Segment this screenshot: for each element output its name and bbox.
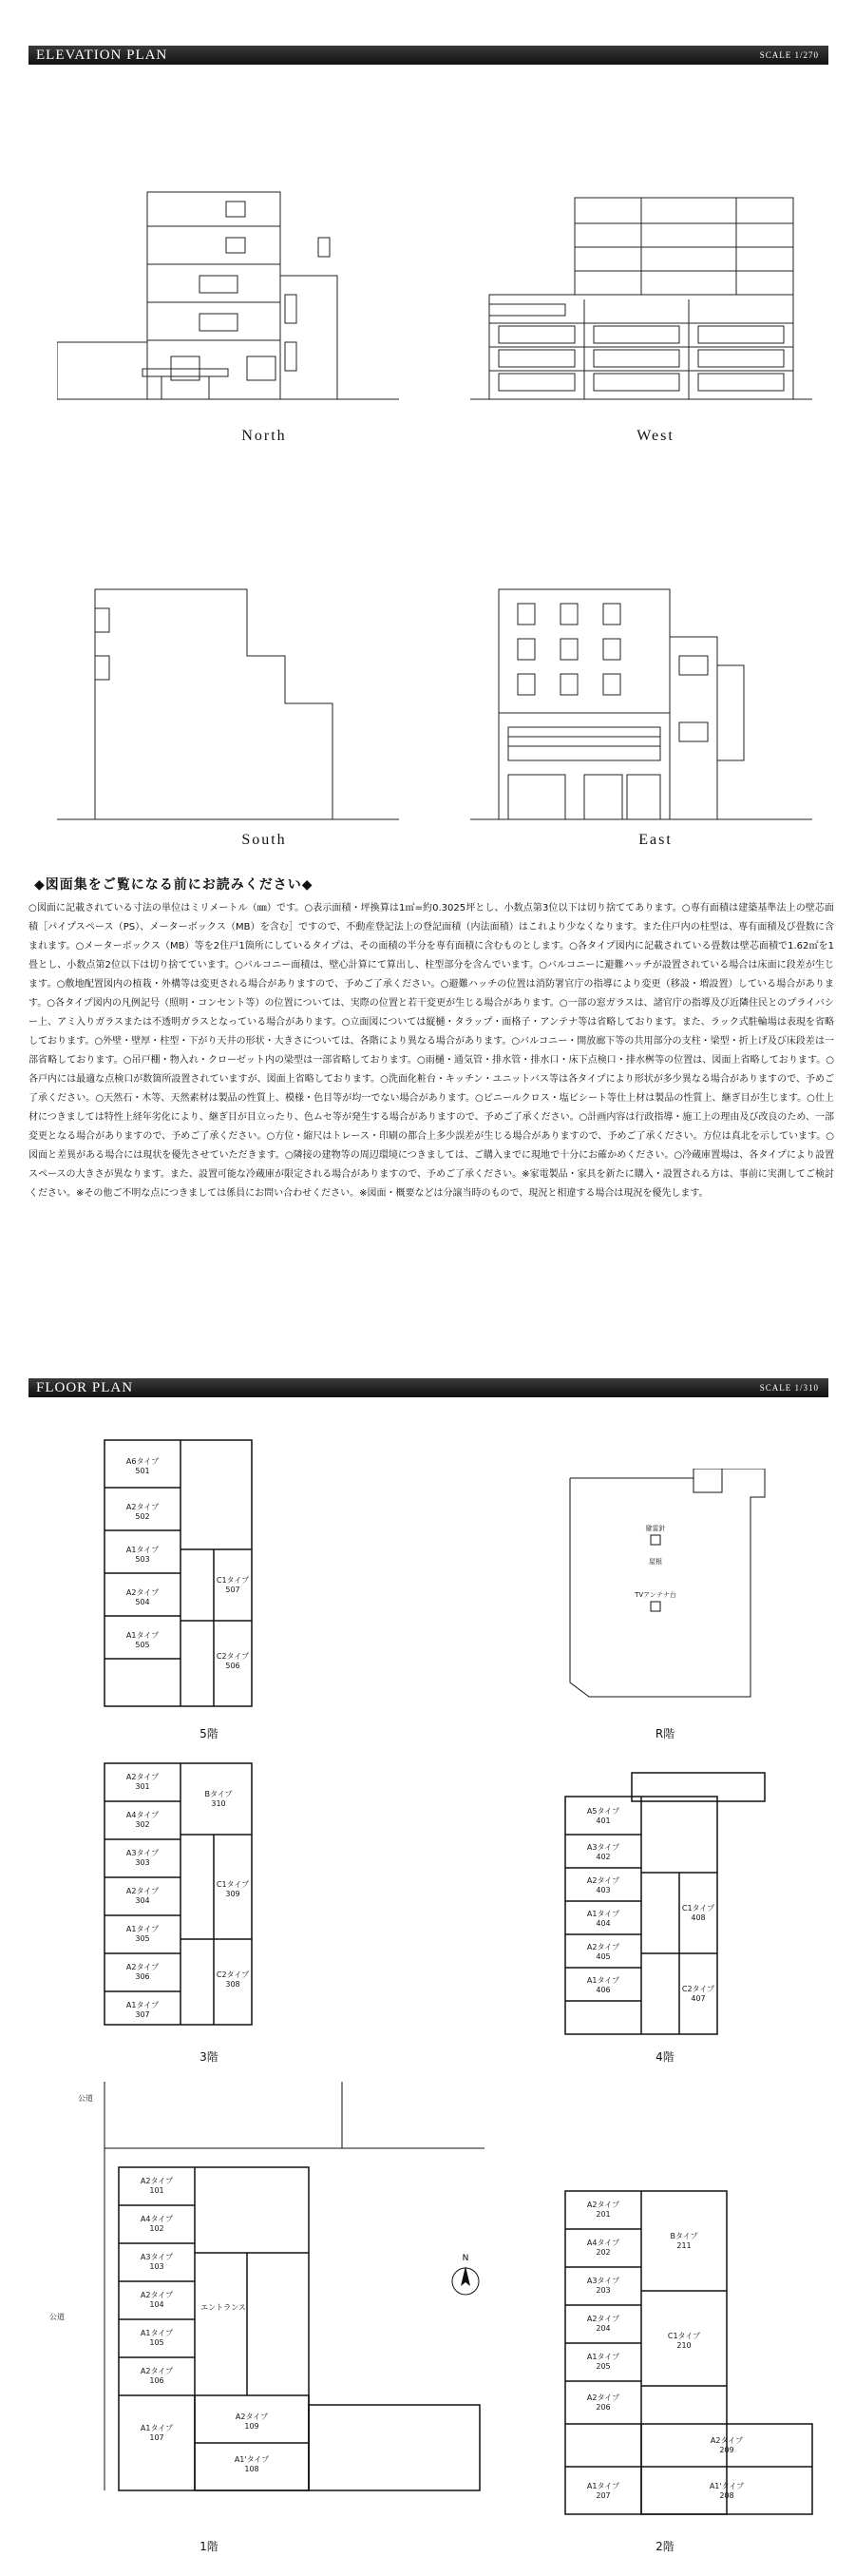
floor5-label: 5階	[200, 1727, 218, 1740]
f4-unit-type: C1タイプ	[681, 1904, 715, 1913]
f3-unit-no: 301	[135, 1782, 150, 1791]
f5-unit-no: 502	[135, 1512, 150, 1521]
elevation-header	[28, 46, 828, 65]
f4-unit-no: 404	[596, 1919, 611, 1928]
f1-unit-type: A2タイプ	[235, 2413, 269, 2421]
roof-item: 避雷針	[645, 1525, 666, 1532]
f2-unit-no: 205	[596, 2362, 611, 2371]
f2-unit-type: A1'タイプ	[709, 2482, 745, 2490]
f2-unit-type: A2タイプ	[586, 2201, 620, 2209]
f4-unit-type: C2タイプ	[681, 1985, 715, 1993]
f2-unit-no: 203	[596, 2286, 611, 2295]
floor4-plan	[546, 1768, 774, 2044]
floor3-label: 3階	[200, 2050, 218, 2064]
f3-unit-no: 305	[135, 1934, 150, 1943]
entrance-label: エントランス	[200, 2303, 246, 2312]
f5-unit-type: A6タイプ	[125, 1457, 160, 1466]
floorplan-title: FLOOR PLAN	[36, 1380, 134, 1395]
f1-unit-type: A2タイプ	[140, 2177, 174, 2185]
f2-unit-type: A1タイプ	[586, 2482, 620, 2490]
f4-unit-type: A5タイプ	[586, 1807, 620, 1816]
north-elevation-drawing	[57, 181, 399, 409]
f2-unit-type: A2タイプ	[586, 2315, 620, 2323]
f5-unit-type: A1タイプ	[125, 1546, 160, 1554]
roof-tv: TVアンテナ台	[635, 1591, 676, 1599]
f2-unit-type: A2タイプ	[586, 2393, 620, 2402]
floor2-plan	[546, 2186, 850, 2538]
f1-unit-no: 106	[149, 2376, 164, 2385]
east-label: East	[638, 832, 673, 848]
floor1-plan	[28, 2082, 522, 2538]
f1-unit-type: A2タイプ	[140, 2367, 174, 2375]
f2-unit-no: 201	[596, 2210, 611, 2219]
east-elevation-drawing	[470, 570, 812, 827]
f3-unit-type: C1タイプ	[216, 1880, 250, 1889]
f1-unit-no: 101	[149, 2186, 164, 2195]
west-label: West	[636, 428, 674, 444]
floorplan-header	[28, 1378, 828, 1397]
f4-unit-no: 401	[596, 1817, 611, 1825]
south-label: South	[241, 832, 287, 848]
f2-unit-type: Bタイプ	[670, 2232, 698, 2240]
f4-unit-no: 405	[596, 1952, 611, 1961]
f3-unit-no: 306	[135, 1972, 150, 1981]
f3-unit-no: 307	[135, 2010, 150, 2019]
f1-unit-type: A4タイプ	[140, 2215, 174, 2223]
f3-unit-no: 310	[211, 1799, 226, 1808]
f4-unit-type: A1タイプ	[586, 1910, 620, 1918]
f1-unit-no: 103	[149, 2262, 164, 2271]
f1-unit-type: A1タイプ	[140, 2329, 174, 2337]
f3-unit-type: A1タイプ	[125, 2001, 160, 2009]
notice-heading: ◆図面集をご覧になる前にお読みください◆	[34, 877, 314, 893]
f5-unit-no: 501	[135, 1467, 150, 1475]
f5-unit-no: 507	[225, 1586, 240, 1594]
north-arrow-label: N	[462, 2254, 469, 2263]
f2-unit-no: 211	[676, 2241, 692, 2250]
floor5-plan	[86, 1435, 276, 1721]
f1-unit-no: 108	[244, 2465, 259, 2473]
f1-unit-type: A2タイプ	[140, 2291, 174, 2299]
f3-unit-no: 303	[135, 1858, 150, 1867]
floor2-label: 2階	[656, 2540, 674, 2553]
f1-unit-no: 102	[149, 2224, 164, 2233]
f3-unit-type: A2タイプ	[125, 1963, 160, 1971]
f5-unit-no: 503	[135, 1555, 150, 1564]
floor3-plan	[86, 1759, 276, 2044]
elevation-scale: SCALE 1/270	[759, 50, 819, 60]
f5-unit-no: 506	[225, 1662, 240, 1670]
road-label: 公道	[49, 2313, 65, 2321]
f2-unit-type: A2タイプ	[710, 2436, 744, 2445]
f4-unit-no: 408	[691, 1913, 706, 1922]
f4-unit-no: 406	[596, 1986, 611, 1994]
roof-label: R階	[655, 1727, 675, 1740]
f4-unit-type: A1タイプ	[586, 1976, 620, 1985]
f2-unit-no: 208	[719, 2491, 734, 2500]
f1-unit-type: A1タイプ	[140, 2424, 174, 2432]
f4-unit-type: A3タイプ	[586, 1843, 620, 1852]
f3-unit-no: 302	[135, 1820, 150, 1829]
floor1-label: 1階	[200, 2540, 218, 2553]
f2-unit-type: A3タイプ	[586, 2277, 620, 2285]
elevation-title: ELEVATION PLAN	[36, 48, 168, 63]
f2-unit-type: C1タイプ	[667, 2332, 701, 2340]
f1-unit-type: A3タイプ	[140, 2253, 174, 2261]
f5-unit-no: 504	[135, 1598, 150, 1606]
f5-unit-type: C2タイプ	[216, 1652, 250, 1661]
f5-unit-type: A2タイプ	[125, 1588, 160, 1597]
f3-unit-no: 309	[225, 1890, 240, 1898]
f4-unit-no: 402	[596, 1853, 611, 1861]
west-elevation-drawing	[470, 181, 812, 409]
f3-unit-type: Bタイプ	[204, 1790, 233, 1798]
f1-unit-no: 104	[149, 2300, 164, 2309]
roof-plan	[560, 1469, 779, 1706]
f3-unit-type: A2タイプ	[125, 1773, 160, 1781]
f3-unit-type: A4タイプ	[125, 1811, 160, 1819]
f2-unit-no: 206	[596, 2403, 611, 2412]
f5-unit-type: A1タイプ	[125, 1631, 160, 1640]
road-label: 公道	[78, 2094, 93, 2103]
floor4-label: 4階	[656, 2050, 674, 2064]
notice-body: ○図面に記載されている寸法の単位はミリメートル（㎜）です。○表示面積・坪換算は1㎡=約0.3025坪とし、小数点第3位以下は切り捨ててあります。○専有面積は建築基準法上の壁芯面積［パイプスペース（PS）、メーターボックス（MB）を含む］ですので、不動産登記法上の登記面積（内法面積）はこれより少なくなります。また住戸内の柱型は、専有面積及び畳数に含まれます。○メーターボックス（MB）等を2住戸1箇所にしているタイプは、その面積の半分を専有面積に含むものとします。○各タイプ図内に記載されている畳数は壁芯面積で1.62㎡を1畳とし、小数点第2位以下は切り捨てています。○バルコニー面積は、壁心計算にて算出し、柱型部分を含んでいます。○バルコニーに避難ハッチが設置されている場合は床面に段差が生じます。○敷地配置図内の植栽・外構等は変更される場合がありますので、予めご了承ください。○避難ハッチの位置は消防署官庁の指導により変更（移設・増設置）している場合があります。○各タイプ図内の凡例記号（照明・コンセント等）の位置については、実際の位置と若干変更が生じる場合があります。○一部の窓ガラスは、諸官庁の指導及び近隣住民とのプライバシー上、アミ入りガラスまたは不透明ガラスとなっている場合があります。○立面図については縦樋・タラップ・面格子・アンテナ等は省略しております。また、ラック式駐輪場は表現を省略しております。○外壁・壁厚・柱型・下がり天井の形状・大きさについては、各階により異なる場合があります。○バルコニー・開放廊下等の共用部分の支柱・梁型・折上げ及び床段差は一部省略しております。○吊戸棚・物入れ・クローゼット内の梁型は一部省略しております。○雨樋・通気管・排水管・排水口・床下点検口・排水桝等の位置は、図面上省略しております。○各戸内には最適な点検口が数箇所設置されていますが、図面上省略しております。○洗面化粧台・キッチン・ユニットバス等は各タイプにより形状が多少異なる場合がありますので、予めご了承ください。○天然石・木等、天然素材は製品の性質上、模様・色目等が均一でない場合があります。○ビニールクロス・塩ビシート等仕上材は製品の性質上、継ぎ目が生じます。○仕上材につきましては特性上経年劣化により、継ぎ目が目立ったり、色ムセ等が発生する場合がありますので、予めご了承ください。○計画内容は行政指導・施工上の理由及び改良のため、一部変更となる場合がありますので、予めご了承ください。○方位・縮尺はトレース・印刷の都合上多少誤差が生じる場合がありますので、予めご了承ください。方位は真北を示しています。○図面と差異がある場合には現状を優先させていただきます。○隣接の建物等の周辺環境につきましては、ご購入までに現地で十分にお確かめください。○冷蔵庫置場は、各タイプにより設置スペースの大きさが異なります。また、設置可能な冷蔵庫が限定される場合がありますので、予めご了承ください。※家電製品・家具を新たに購入・設置される方は、事前に実測してご検討ください。※その他ご不明な点につきましては係員にお問い合わせください。※図面・概要などは分譲当時のもので、現況と相違する場合は現況を優先します。	[28, 903, 834, 1199]
f2-unit-type: A1タイプ	[586, 2353, 620, 2361]
f3-unit-type: A2タイプ	[125, 1887, 160, 1895]
f1-unit-no: 105	[149, 2338, 164, 2347]
south-elevation-drawing	[57, 570, 399, 827]
f4-unit-no: 407	[691, 1994, 706, 2003]
f3-unit-type: A1タイプ	[125, 1925, 160, 1933]
f2-unit-no: 210	[676, 2341, 692, 2350]
f2-unit-no: 209	[719, 2446, 734, 2454]
f5-unit-no: 505	[135, 1641, 150, 1649]
f2-unit-type: A4タイプ	[586, 2239, 620, 2247]
f1-unit-no: 109	[244, 2422, 259, 2431]
f4-unit-no: 403	[596, 1886, 611, 1894]
f3-unit-type: A3タイプ	[125, 1849, 160, 1857]
f1-unit-no: 107	[149, 2433, 164, 2442]
f4-unit-type: A2タイプ	[586, 1876, 620, 1885]
f2-unit-no: 204	[596, 2324, 611, 2333]
f5-unit-type: C1タイプ	[216, 1576, 250, 1585]
north-arrow-icon	[452, 2254, 479, 2295]
f4-unit-type: A2タイプ	[586, 1943, 620, 1951]
f5-unit-type: A2タイプ	[125, 1503, 160, 1511]
f3-unit-no: 304	[135, 1896, 150, 1905]
f2-unit-no: 207	[596, 2491, 611, 2500]
notice-section	[28, 875, 834, 1203]
f3-unit-no: 308	[225, 1980, 240, 1989]
f1-unit-type: A1'タイプ	[234, 2455, 270, 2464]
roof-label: 屋根	[649, 1558, 662, 1566]
floorplan-scale: SCALE 1/310	[759, 1383, 819, 1393]
f3-unit-type: C2タイプ	[216, 1970, 250, 1979]
f2-unit-no: 202	[596, 2248, 611, 2257]
north-label: North	[241, 428, 287, 444]
